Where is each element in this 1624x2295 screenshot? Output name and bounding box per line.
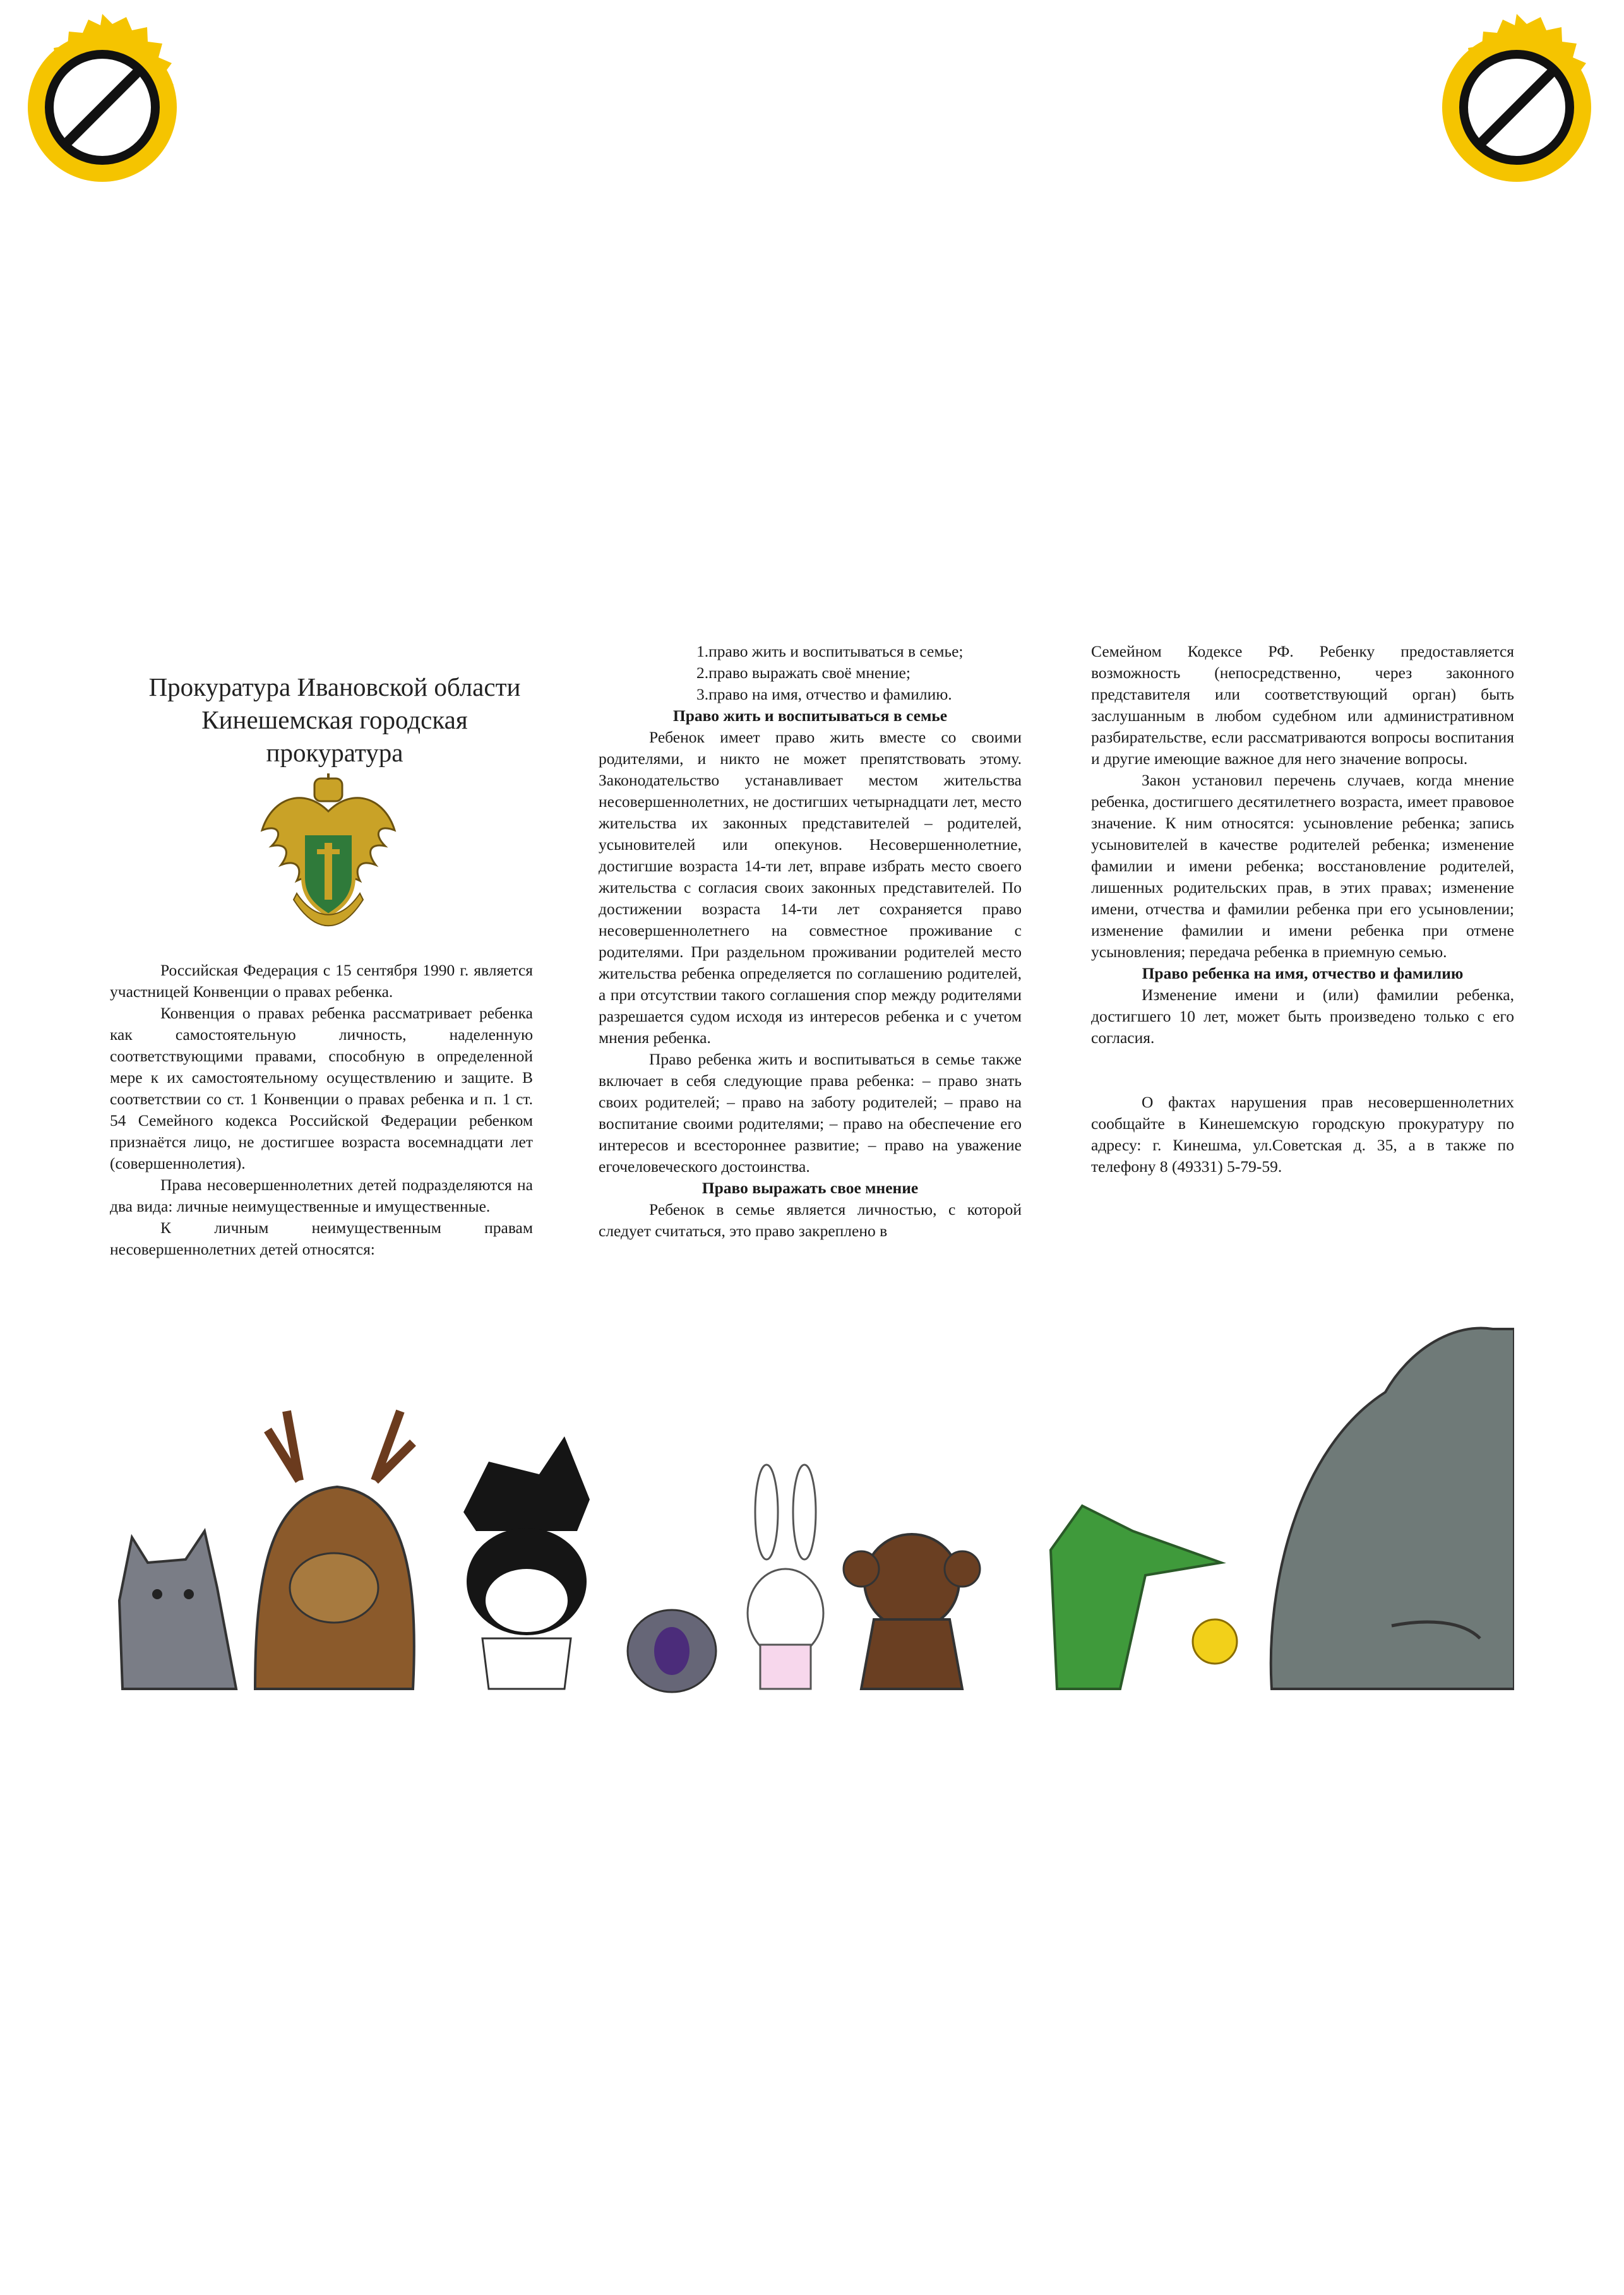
office-title xyxy=(145,671,524,769)
paragraph: Права несовершеннолетних детей подразделяются на два вида: личные неимущественные и имущественные. xyxy=(110,1176,533,1215)
title-line-2: Кинешемская городская xyxy=(201,705,468,734)
title-line-3: прокуратура xyxy=(266,738,403,767)
prosecutor-emblem-icon xyxy=(259,773,398,944)
column-3 xyxy=(1091,641,1514,1177)
rights-list-item: 1.право жить и воспитываться в семье; xyxy=(696,642,964,660)
abbyy-buy-badge-right[interactable] xyxy=(1422,13,1611,202)
paragraph: Изменение имени и (или) фамилии ребенка, достигшего 10 лет, может быть произведено только с его согласия. xyxy=(1091,986,1514,1047)
paragraph: Право ребенка жить и воспитываться в семье также включает в себя следующие права ребенка: – право знать своих родителей; – право на заботу родителей; – право на воспитание своими родителями; – право на обеспечение его интересов и всестороннее развитие; – право на уважение егочеловеческого достоинства. xyxy=(599,1050,1022,1176)
paragraph: К личным неимущественным правам несовершеннолетних детей относятся: xyxy=(110,1219,533,1258)
section-heading: Право ребенка на имя, отчество и фамилию xyxy=(1142,964,1464,982)
column-1 xyxy=(110,960,533,1260)
paragraph: Семейном Кодексе РФ. Ребенку предоставляется возможность (непосредственно, через законного представителя или соответствующий орган) быть заслушанным в любом судебном или административном разбирательстве, если рассматриваются вопросы воспитания и другие имеющие важное для него значение вопросы. xyxy=(1091,642,1514,768)
paragraph: Российская Федерация с 15 сентября 1990 г. является участницей Конвенции о правах ребенка. xyxy=(110,961,533,1001)
paragraph: Ребенок в семье является личностью, с которой следует считаться, это право закреплено в xyxy=(599,1200,1022,1240)
paragraph: Ребенок имеет право жить вместе со своими родителями, и никто не может препятствовать этому. Законодательство устанавливает местом жительства несовершеннолетних, не достигших четырнадцати лет, место жительства их законных представителей – родителей, усыновителей или опекунов. Несовершеннолетние, достигшие возраста 14-ти лет, вправе избрать место своего жительства с согласия своих законных представителей. По достижении возраста 14-ти лет сохраняется право несовершеннолетнего на совместное проживание с родителями. При раздельном проживании родителей место жительства ребенка определяется по соглашению родителей, а при отсутствии такого соглашения спор между родителями разрешается судом исходя из интересов ребенка и с учетом мнения ребенка. xyxy=(599,728,1022,1047)
section-heading: Право выражать свое мнение xyxy=(702,1179,919,1197)
paragraph: Конвенция о правах ребенка рассматривает ребенка как самостоятельную личность, наделенную соответствующими правами, способную в определенной мере к их самостоятельному осуществлению и защите. В соответствии со ст. 1 Конвенции о правах ребенка и п. 1 ст. 54 Семейного кодекса Российской Федерации ребенком признаётся лицо, не достигшее возраста восемнадцати лет (совершеннолетия). xyxy=(110,1004,533,1172)
column-2 xyxy=(599,641,1022,1242)
title-line-1: Прокуратура Ивановской области xyxy=(148,672,521,701)
contact-paragraph: О фактах нарушения прав несовершеннолетних сообщайте в Кинешемскую городскую прокуратуру по адресу: г. Кинешма, ул.Советская д. 35, а в также по телефону 8 (49331) 5-79-59. xyxy=(1091,1093,1514,1176)
paragraph: Закон установил перечень случаев, когда мнение ребенка, достигшего десятилетнего возраста, имеет правовое значение. К ним относятся: усыновление ребенка; запись усыновителей в качестве родителей ребенка; изменение фамилии и имени ребенка; восстановление родителей, лишенных родительских прав, в этих правах; изменение имени, отчества и фамилии ребенка при его усыновлении; изменение фамилии и имени ребенка при отмене усыновления; передача ребенка в приемную семью. xyxy=(1091,771,1514,961)
rights-list-item: 3.право на имя, отчество и фамилию. xyxy=(696,685,952,703)
abbyy-buy-badge-left[interactable] xyxy=(8,13,197,202)
animals-drawing xyxy=(110,1323,1514,1702)
section-heading: Право жить и воспитываться в семье xyxy=(672,706,948,725)
rights-list-item: 2.право выражать своё мнение; xyxy=(696,664,911,682)
